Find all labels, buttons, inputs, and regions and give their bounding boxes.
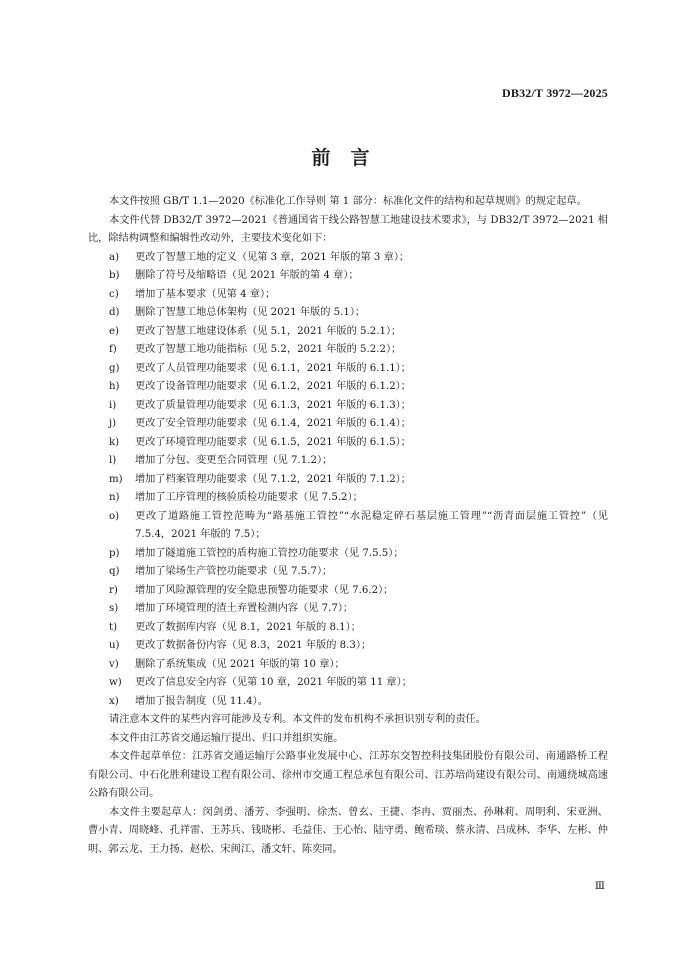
item-label: l) xyxy=(109,455,117,466)
document-body xyxy=(88,193,608,859)
item-label: j) xyxy=(109,418,117,429)
list-item xyxy=(88,415,608,434)
item-label: f) xyxy=(109,344,117,355)
list-item xyxy=(88,471,608,490)
item-label: q) xyxy=(109,566,120,577)
item-text: 删除了系统集成（见 2021 年版的第 10 章）； xyxy=(135,658,345,670)
item-text: 更改了数据备份内容（见 8.3，2021 年版的 8.3）； xyxy=(135,640,372,651)
item-text: 更改了环境管理功能要求（见 6.1.5，2021 年版的 6.1.5）； xyxy=(135,436,411,448)
list-item xyxy=(88,249,608,268)
item-text: 更改了人员管理功能要求（见 6.1.1，2021 年版的 6.1.1）； xyxy=(135,362,411,374)
item-text: 更改了数据库内容（见 8.1，2021 年版的 8.1）； xyxy=(135,621,361,633)
list-item xyxy=(88,397,608,416)
list-item xyxy=(88,637,608,656)
standard-code: DB32/T 3972—2025 xyxy=(502,86,608,100)
list-item xyxy=(88,360,608,379)
list-item xyxy=(88,434,608,453)
item-text: 更改了安全管理功能要求（见 6.1.4，2021 年版的 6.1.4）； xyxy=(135,418,411,429)
item-label: b) xyxy=(109,270,120,281)
item-text: 增加了基本要求（见第 4 章）； xyxy=(135,288,276,300)
list-item xyxy=(88,674,608,693)
list-item xyxy=(88,341,608,360)
list-item xyxy=(88,600,608,619)
list-item xyxy=(88,267,608,286)
item-text: 增加了档案管理功能要求（见 7.1.2，2021 年版的 7.1.2）； xyxy=(135,473,411,485)
item-text: 更改了智慧工地的定义（见第 3 章，2021 年版的第 3 章）； xyxy=(135,251,410,263)
item-label: x) xyxy=(109,695,119,707)
item-label: h) xyxy=(109,381,120,392)
item-text: 增加了隧道施工管控的盾构施工管控功能要求（见 7.5.5）； xyxy=(135,547,404,559)
list-item xyxy=(88,545,608,564)
list-item xyxy=(88,563,608,582)
item-label: d) xyxy=(109,307,120,318)
item-label: c) xyxy=(109,288,119,300)
list-item xyxy=(88,378,608,397)
item-label: m) xyxy=(109,473,123,485)
list-item xyxy=(88,582,608,601)
drafters-paragraph: 本文件主要起草人：闵剑勇、潘芳、李强明、徐杰、曾玄、王捷、李冉、贾丽杰、孙琳莉、周明利、宋亚洲、曹小青、周晓峰、孔祥雷、王苏兵、钱晓彬、毛益佳、王心怡、陆守勇、鲍希琰、蔡永清、吕成林、李华、左彬、仲明、郭云龙、王力扬、赵松、宋闽江、潘文轩、陈奕同。 xyxy=(88,806,608,855)
item-text: 更改了质量管理功能要求（见 6.1.3，2021 年版的 6.1.3）； xyxy=(135,399,411,411)
item-label: a) xyxy=(109,251,120,263)
item-label: r) xyxy=(109,584,118,596)
item-label: w) xyxy=(109,677,122,688)
list-item xyxy=(88,489,608,508)
intro-paragraph: 本文件按照 GB/T 1.1—2020《标准化工作导则 第 1 部分：标准化文件的结构和起草规则》的规定起草。 xyxy=(109,196,587,207)
page-number: Ⅲ xyxy=(594,880,605,892)
item-label: o) xyxy=(109,510,120,522)
list-item xyxy=(88,286,608,305)
item-text: 增加了风险源管理的安全隐患预警功能要求（见 7.6.2）； xyxy=(135,584,394,596)
item-label: s) xyxy=(109,603,119,614)
item-label: e) xyxy=(109,325,120,337)
list-item xyxy=(88,323,608,342)
item-text: 增加了工序管理的核验质检功能要求（见 7.5.2）； xyxy=(135,492,363,503)
item-text: 更改了智慧工地功能指标（见 5.2，2021 年版的 5.2.2）； xyxy=(135,344,402,355)
list-item xyxy=(88,619,608,638)
item-label: g) xyxy=(109,362,120,374)
item-label: n) xyxy=(109,492,120,503)
item-text: 增加了分包、变更至合同管理（见 7.1.2）； xyxy=(135,455,333,466)
patent-notice: 请注意本文件的某些内容可能涉及专利。本文件的发布机构不承担识别专利的责任。 xyxy=(109,714,486,725)
item-text: 删除了符号及缩略语（见 2021 年版的第 4 章）； xyxy=(135,270,359,281)
item-text: 删除了智慧工地总体架构（见 2021 年版的 5.1）； xyxy=(135,307,366,318)
drafting-units-paragraph: 本文件起草单位：江苏省交通运输厅公路事业发展中心、江苏东交智控科技集团股份有限公司、南通路桥工程有限公司、中石化胜利建设工程有限公司、徐州市交通工程总承包有限公司、江苏培尚建设有限公司、南通绕城高速公路有限公司。 xyxy=(88,751,608,799)
list-item xyxy=(88,508,608,545)
item-text: 增加了梁场生产管控功能要求（见 7.5.7）； xyxy=(135,566,333,577)
item-text: 更改了智慧工地建设体系（见 5.1，2021 年版的 5.2.1）； xyxy=(135,325,402,337)
proposer-paragraph: 本文件由江苏省交通运输厅提出、归口并组织实施。 xyxy=(109,732,344,744)
list-item xyxy=(88,693,608,712)
item-label: v) xyxy=(109,658,119,670)
item-label: t) xyxy=(109,621,118,633)
changes-list xyxy=(88,249,608,712)
item-text: 增加了环境管理的渣土弃置检测内容（见 7.7）； xyxy=(135,603,354,614)
item-text: 更改了设备管理功能要求（见 6.1.2，2021 年版的 6.1.2）； xyxy=(135,381,411,392)
list-item xyxy=(88,452,608,471)
item-label: p) xyxy=(109,547,120,559)
item-label: k) xyxy=(109,436,120,448)
item-text: 更改了道路施工管控范畴为“路基施工管控”“水泥稳定碎石基层施工管理”“沥青面层施工管控”（见 7.5.4，2021 年版的 7.5）； xyxy=(135,510,608,540)
list-item xyxy=(88,656,608,675)
intro-paragraph: 本文件代替 DB32/T 3972—2021《普通国省干线公路智慧工地建设技术要求》，与 DB32/T 3972—2021 相比，除结构调整和编辑性改动外，主要技术变化如下： xyxy=(88,214,608,244)
item-text: 增加了报告制度（见 11.4）。 xyxy=(135,695,268,707)
item-text: 更改了信息安全内容（见第 10 章，2021 年版的第 11 章）； xyxy=(135,677,412,688)
item-label: u) xyxy=(109,640,120,651)
page-title: 前言 xyxy=(311,147,390,169)
item-label: i) xyxy=(109,399,117,411)
list-item xyxy=(88,304,608,323)
